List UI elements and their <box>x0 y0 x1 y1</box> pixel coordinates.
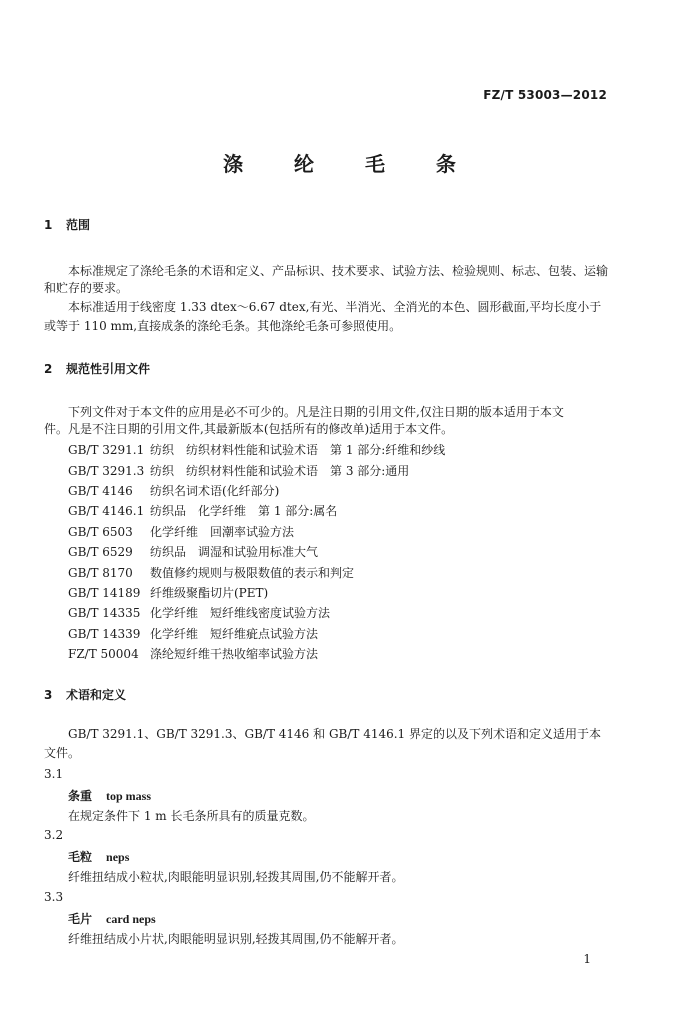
reference-title: 纤维级聚酯切片(PET) <box>150 586 269 600</box>
term-heading <box>68 910 156 927</box>
reference-code: GB/T 6503 <box>68 525 133 539</box>
reference-item <box>68 604 330 621</box>
section-2-heading <box>44 360 150 377</box>
reference-title: 数值修约规则与极限数值的表示和判定 <box>150 566 355 580</box>
term-number: 3.1 <box>44 767 64 781</box>
reference-code: GB/T 8170 <box>68 566 133 580</box>
reference-code: FZ/T 50004 <box>68 647 139 661</box>
term-cn: 毛片 <box>68 912 93 926</box>
term-en: top mass <box>106 789 152 803</box>
reference-code: GB/T 4146 <box>68 484 133 498</box>
paragraph-line: 和贮存的要求。 <box>44 281 129 295</box>
reference-item <box>68 441 445 458</box>
paragraph-line: 文件。 <box>44 746 81 760</box>
section-title: 规范性引用文件 <box>66 362 151 376</box>
reference-item <box>68 523 294 540</box>
reference-title: 化学纤维 回潮率试验方法 <box>150 525 295 539</box>
term-number: 3.3 <box>44 890 64 904</box>
term-number: 3.2 <box>44 828 64 842</box>
reference-code: GB/T 6529 <box>68 545 133 559</box>
reference-item <box>68 502 337 519</box>
paragraph-line: 件。凡是不注日期的引用文件,其最新版本(包括所有的修改单)适用于本文件。 <box>44 422 454 436</box>
section-number: 1 <box>44 218 53 232</box>
reference-item <box>68 482 279 499</box>
term-heading <box>68 848 129 865</box>
reference-title: 纺织品 调湿和试验用标准大气 <box>150 545 319 559</box>
reference-item <box>68 564 354 581</box>
term-en: neps <box>106 850 130 864</box>
paragraph-line: 本标准适用于线密度 1.33 dtex～6.67 dtex,有光、半消光、全消光的本色、圆形截面,平均长度小于 <box>68 300 602 314</box>
section-1-heading <box>44 216 90 233</box>
reference-title: 涤纶短纤维干热收缩率试验方法 <box>150 647 319 661</box>
term-heading <box>68 787 151 804</box>
section-3-heading <box>44 686 126 703</box>
paragraph-line: GB/T 3291.1、GB/T 3291.3、GB/T 4146 和 GB/T 4146.1 界定的以及下列术语和定义适用于本 <box>68 727 602 741</box>
term-definition: 在规定条件下 1 m 长毛条所具有的质量克数。 <box>68 809 315 823</box>
reference-item <box>68 625 318 642</box>
term-definition: 纤维扭结成小粒状,肉眼能明显识别,轻拨其周围,仍不能解开者。 <box>68 870 404 884</box>
term-cn: 毛粒 <box>68 850 93 864</box>
reference-item <box>68 584 268 601</box>
standard-number: FZ/T 53003—2012 <box>483 88 607 102</box>
term-definition: 纤维扭结成小片状,肉眼能明显识别,轻拨其周围,仍不能解开者。 <box>68 932 404 946</box>
reference-title: 化学纤维 短纤维线密度试验方法 <box>150 606 331 620</box>
reference-code: GB/T 4146.1 <box>68 504 145 518</box>
reference-code: GB/T 14189 <box>68 586 141 600</box>
page-number: 1 <box>583 952 591 966</box>
reference-title: 化学纤维 短纤维疵点试验方法 <box>150 627 319 641</box>
paragraph-line: 下列文件对于本文件的应用是必不可少的。凡是注日期的引用文件,仅注日期的版本适用于本文 <box>68 405 564 419</box>
paragraph-line: 本标准规定了涤纶毛条的术语和定义、产品标识、技术要求、试验方法、检验规则、标志、包装、运输 <box>68 264 609 278</box>
reference-title: 纺织名词术语(化纤部分) <box>150 484 280 498</box>
reference-title: 纺织 纺织材料性能和试验术语 第 3 部分:通用 <box>150 464 410 478</box>
section-number: 3 <box>44 688 53 702</box>
section-title: 范围 <box>66 218 91 232</box>
reference-item <box>68 543 318 560</box>
paragraph-line: 或等于 110 mm,直接成条的涤纶毛条。其他涤纶毛条可参照使用。 <box>44 319 402 333</box>
term-en: card neps <box>106 912 156 926</box>
reference-title: 纺织 纺织材料性能和试验术语 第 1 部分:纤维和纱线 <box>150 443 446 457</box>
reference-code: GB/T 14339 <box>68 627 141 641</box>
section-number: 2 <box>44 362 53 376</box>
reference-code: GB/T 3291.1 <box>68 443 145 457</box>
reference-item <box>68 645 318 662</box>
reference-title: 纺织品 化学纤维 第 1 部分:属名 <box>150 504 338 518</box>
document-title: 涤 纶 毛 条 <box>223 152 478 176</box>
reference-code: GB/T 3291.3 <box>68 464 145 478</box>
reference-item <box>68 462 409 479</box>
term-cn: 条重 <box>68 789 93 803</box>
section-title: 术语和定义 <box>66 688 127 702</box>
reference-code: GB/T 14335 <box>68 606 141 620</box>
